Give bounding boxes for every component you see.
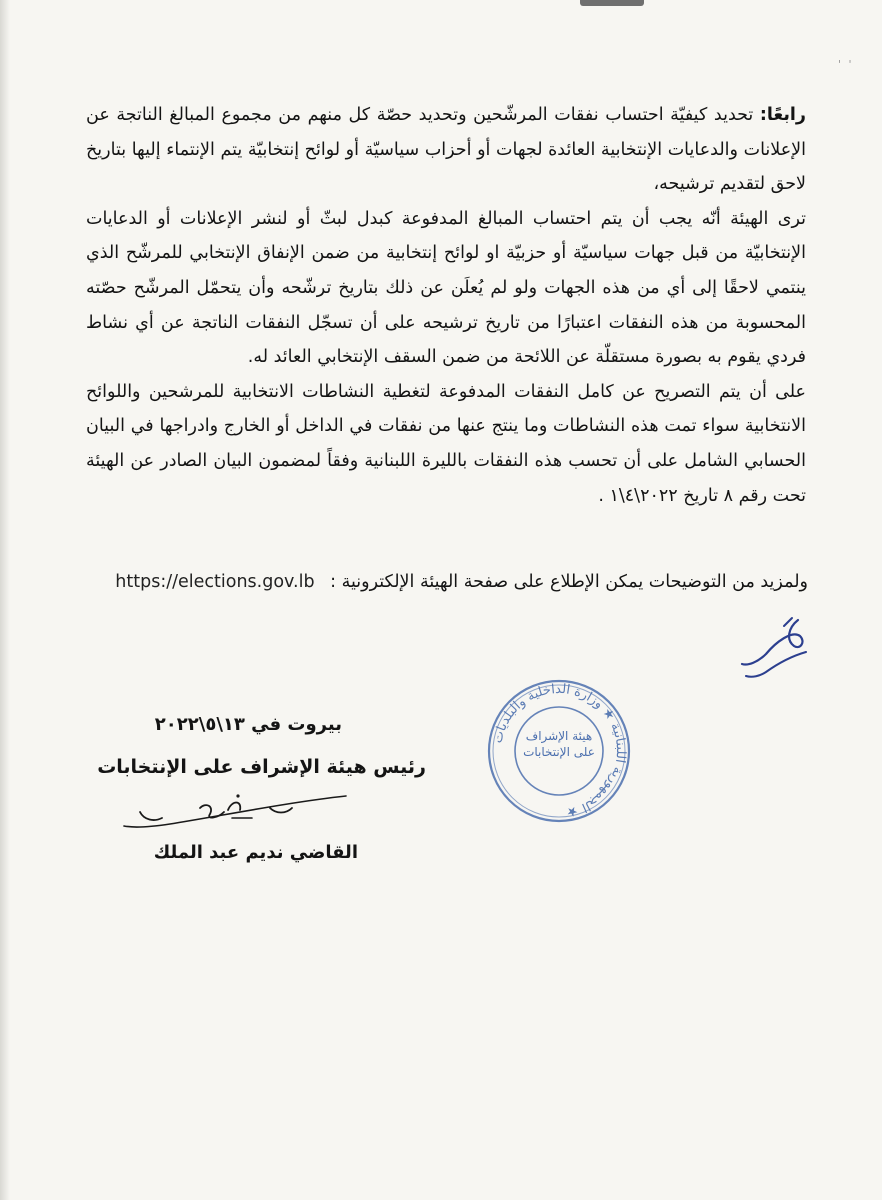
scan-corner-marks: ' ' (838, 58, 854, 71)
stamp-outer-text: الجمهورية اللبنانية ★ وزارة الداخلية والبلديات ★ (490, 681, 629, 820)
date-line: بيروت في ١٣\٥\٢٠٢٢ (154, 714, 342, 735)
stamp-center-line-2: على الإنتخابات (523, 745, 595, 759)
paragraph-authority-view: ترى الهيئة أنّه يجب أن يتم احتساب المبالغ المدفوعة كبدل لبثّ أو لنشر الإعلانات أو الدعايات الإنتخابيّة من قبل جهات سياسيّة أو حزبيّة او لوائح إنتخابية من ضمن الإنفاق الإنتخابي للمرشّح الذي ينتمي لاحقًا إلى أي من هذه الجهات ولو لم يُعلَن عن ذلك بتاريخ ترشّحه وأن يتحمّل المرشّح حصّته المحسوبة من هذه النفقات اعتبارًا من تاريخ ترشيحه على أن تسجّل النفقات الناتجة عن أي نشاط فردي يقوم به بصورة مستقلّة عن اللائحة من ضمن السقف الإنتخابي العائد له. (86, 208, 806, 368)
paragraph-label: رابعًا: (759, 105, 806, 125)
signature-block (90, 704, 430, 874)
paragraph-fourth (86, 98, 806, 202)
page-edge-shadow (0, 0, 10, 1200)
signatory-title: رئيس هيئة الإشراف على الإنتخابات (97, 756, 426, 778)
signatory-name: القاضي نديم عبد الملك (153, 842, 358, 863)
document-body (86, 98, 806, 513)
more-info-line (115, 572, 808, 592)
handwritten-initials (736, 612, 816, 682)
scan-top-mark (580, 0, 644, 6)
paragraph-fourth-text: تحديد كيفيّة احتساب نفقات المرشّحين وتحديد حصّة كل منهم من مجموع المبالغ الناتجة عن الإعلانات والدعايات الإنتخابية العائدة لجهات أو أحزاب سياسيّة أو لوائح إنتخابيّة يتم الإنتماء إليها بتاريخ لاحق لتقديم ترشيحه، (86, 105, 806, 195)
stamp-center-text (522, 728, 596, 760)
more-info-text: ولمزيد من التوضيحات يمكن الإطلاع على صفحة الهيئة الإلكترونية : (330, 572, 808, 592)
handwritten-signature (110, 788, 350, 838)
website-link[interactable]: https://elections.gov.lb (115, 572, 315, 592)
stamp-center-line-1: هيئة الإشراف (525, 729, 593, 743)
paragraph-declaration: على أن يتم التصريح عن كامل النفقات المدفوعة لتغطية النشاطات الانتخابية للمرشحين واللوائح الانتخابية سواء تمت هذه النشاطات وما ينتج عنها من نفقات في الداخل أو الخارج وادراجها في البيان الحسابي الشامل على أن تحسب هذه النفقات بالليرة اللبنانية وفقاً لمضمون البيان الصادر عن الهيئة تحت رقم ٨ تاريخ ٢٠٢٢\٤\١ . (86, 381, 806, 506)
